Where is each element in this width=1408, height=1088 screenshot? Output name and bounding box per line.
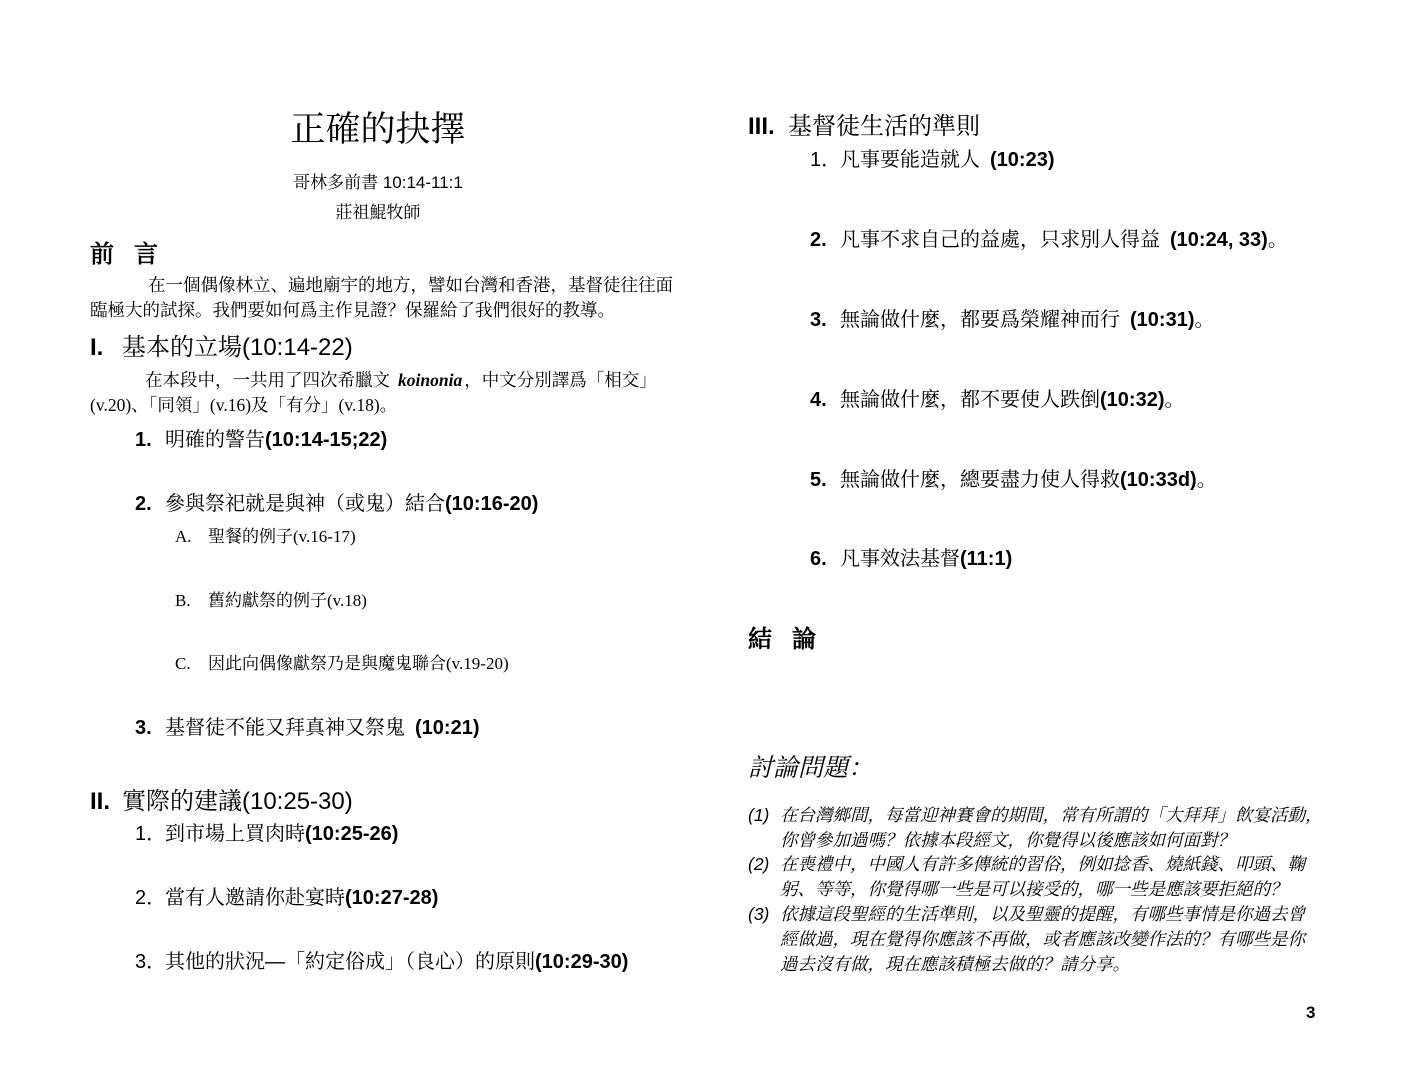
point-text: 無論做什麼，都不要使人跌倒 [840, 389, 1100, 411]
point-number: 3． [135, 951, 167, 973]
outline-point [810, 388, 1184, 412]
point-text: 其他的狀況—「約定俗成」（良心）的原則 [165, 951, 535, 973]
conclusion-heading: 結 論 [748, 627, 820, 653]
question-line: 過去沒有做，現在應該積極去做的？請分享。 [780, 954, 1130, 974]
section-3-numeral: III. [748, 113, 775, 140]
point-reference: (10:24, 33) [1170, 229, 1268, 251]
outline-point [135, 886, 438, 910]
point-end: 。 [1196, 469, 1217, 491]
point-number: 1． [135, 823, 167, 845]
section-3-heading [748, 113, 980, 142]
point-text: 參與祭祀就是與神（或鬼）結合 [165, 493, 445, 515]
sub-point-text: 聖餐的例子(v.16-17) [208, 527, 356, 546]
sub-point-text: 舊約獻祭的例子(v.18) [208, 591, 367, 610]
outline-point [810, 228, 1288, 252]
section-3-title: 基督徒生活的準則 [788, 113, 980, 140]
sub-point [175, 591, 367, 611]
outline-point [135, 822, 398, 846]
point-number: 3. [810, 309, 827, 331]
section-1-title: 基本的立場(10:14-22) [122, 334, 353, 361]
discussion-heading: 討論問題： [748, 754, 874, 782]
outline-point [810, 547, 1012, 571]
page-number: 3 [1306, 1003, 1316, 1022]
sub-point-label: A. [175, 527, 192, 546]
point-reference: (10:31) [1130, 309, 1195, 331]
point-text: 凡事要能造就人 [840, 149, 980, 171]
point-text: 凡事不求自己的益處，只求別人得益 [840, 229, 1160, 251]
greek-term: koinonia [398, 370, 463, 390]
point-reference: (10:25-26) [305, 823, 399, 845]
outline-point [810, 308, 1214, 332]
outline-point [135, 492, 538, 516]
note-text: 在本段中，一共用了四次希臘文 [145, 370, 390, 390]
point-number: 2． [135, 887, 167, 909]
intro-heading: 前 言 [90, 242, 162, 268]
point-text: 基督徒不能又拜真神又祭鬼 [165, 717, 405, 739]
question-line: 在台灣鄉間，每當迎神賽會的期間，常有所謂的「大拜拜」飲宴活動， [780, 805, 1323, 825]
section-2-heading [90, 788, 353, 817]
discussion-question [748, 854, 1305, 875]
point-number: 5. [810, 469, 827, 491]
question-number: (1) [748, 805, 770, 825]
outline-point [135, 428, 387, 452]
question-number: (3) [748, 904, 770, 924]
point-number: 4. [810, 389, 827, 411]
question-line: 躬、等等，你覺得哪一些是可以接受的，哪一些是應該要拒絕的？ [780, 879, 1288, 899]
point-text: 無論做什麼，總要盡力使人得救 [840, 469, 1120, 491]
discussion-question [748, 904, 1305, 925]
outline-point [810, 148, 1054, 172]
scripture-reference: 哥林多前書 10:14-11:1 [293, 173, 463, 192]
point-reference: (10:33d) [1120, 469, 1197, 491]
point-text: 無論做什麼，都要爲榮耀神而行 [840, 309, 1120, 331]
note-text: ，中文分別譯爲「相交」 [464, 370, 657, 390]
outline-point [135, 950, 628, 974]
point-reference: (10:32) [1100, 389, 1165, 411]
question-line: 依據這段聖經的生活準則，以及聖靈的提醒，有哪些事情是你過去曾 [780, 904, 1305, 924]
sub-point [175, 527, 356, 547]
point-number: 1． [810, 149, 842, 171]
point-text: 明確的警告 [165, 429, 265, 451]
point-reference: (10:21) [415, 717, 480, 739]
section-1-numeral: I. [90, 334, 104, 361]
discussion-question [748, 805, 1323, 826]
outline-point [810, 468, 1217, 492]
section-2-numeral: II. [90, 788, 111, 815]
intro-line: 在一個偶像林立、遍地廟宇的地方，譬如台灣和香港，基督徒往往面 [148, 275, 673, 295]
section-1-heading [90, 334, 353, 363]
point-reference: (10:27-28) [345, 887, 439, 909]
sub-point [175, 654, 509, 674]
sub-point-label: B. [175, 591, 191, 610]
point-number: 2. [135, 493, 152, 515]
section-2-title: 實際的建議(10:25-30) [122, 788, 353, 815]
intro-line: 臨極大的試探。我們要如何爲主作見證？保羅給了我們很好的教導。 [90, 300, 615, 320]
point-number: 3. [135, 717, 152, 739]
point-reference: (10:16-20) [445, 493, 539, 515]
point-end: 。 [1164, 389, 1185, 411]
point-text: 當有人邀請你赴宴時 [165, 887, 345, 909]
outline-point [135, 716, 479, 740]
point-reference: (10:14-15;22) [265, 429, 388, 451]
author: 莊祖鯤牧師 [335, 203, 421, 222]
point-text: 凡事效法基督 [840, 548, 960, 570]
point-reference: (10:29-30) [535, 951, 629, 973]
sub-point-label: C. [175, 654, 191, 673]
point-end: 。 [1267, 229, 1288, 251]
point-number: 6. [810, 548, 827, 570]
point-number: 1. [135, 429, 152, 451]
sub-point-text: 因此向偶像獻祭乃是與魔鬼聯合(v.19-20) [208, 654, 509, 673]
section-1-note-line: (v.20)、「同領」(v.16)及「有分」(v.18)。 [90, 395, 398, 415]
point-number: 2. [810, 229, 827, 251]
point-reference: (11:1) [960, 548, 1013, 570]
question-line: 在喪禮中，中國人有許多傳統的習俗，例如捻香、燒紙錢、叩頭、鞠 [780, 854, 1305, 874]
page-title: 正確的抉擇 [290, 110, 466, 149]
section-1-note-line [145, 370, 657, 391]
question-number: (2) [748, 854, 770, 874]
point-reference: (10:23) [990, 149, 1055, 171]
point-text: 到市場上買肉時 [165, 823, 305, 845]
question-line: 經做過，現在覺得你應該不再做，或者應該改變作法的？有哪些是你 [780, 929, 1305, 949]
point-end: 。 [1194, 309, 1215, 331]
question-line: 你曾參加過嗎？依據本段經文，你覺得以後應該如何面對？ [780, 830, 1235, 850]
